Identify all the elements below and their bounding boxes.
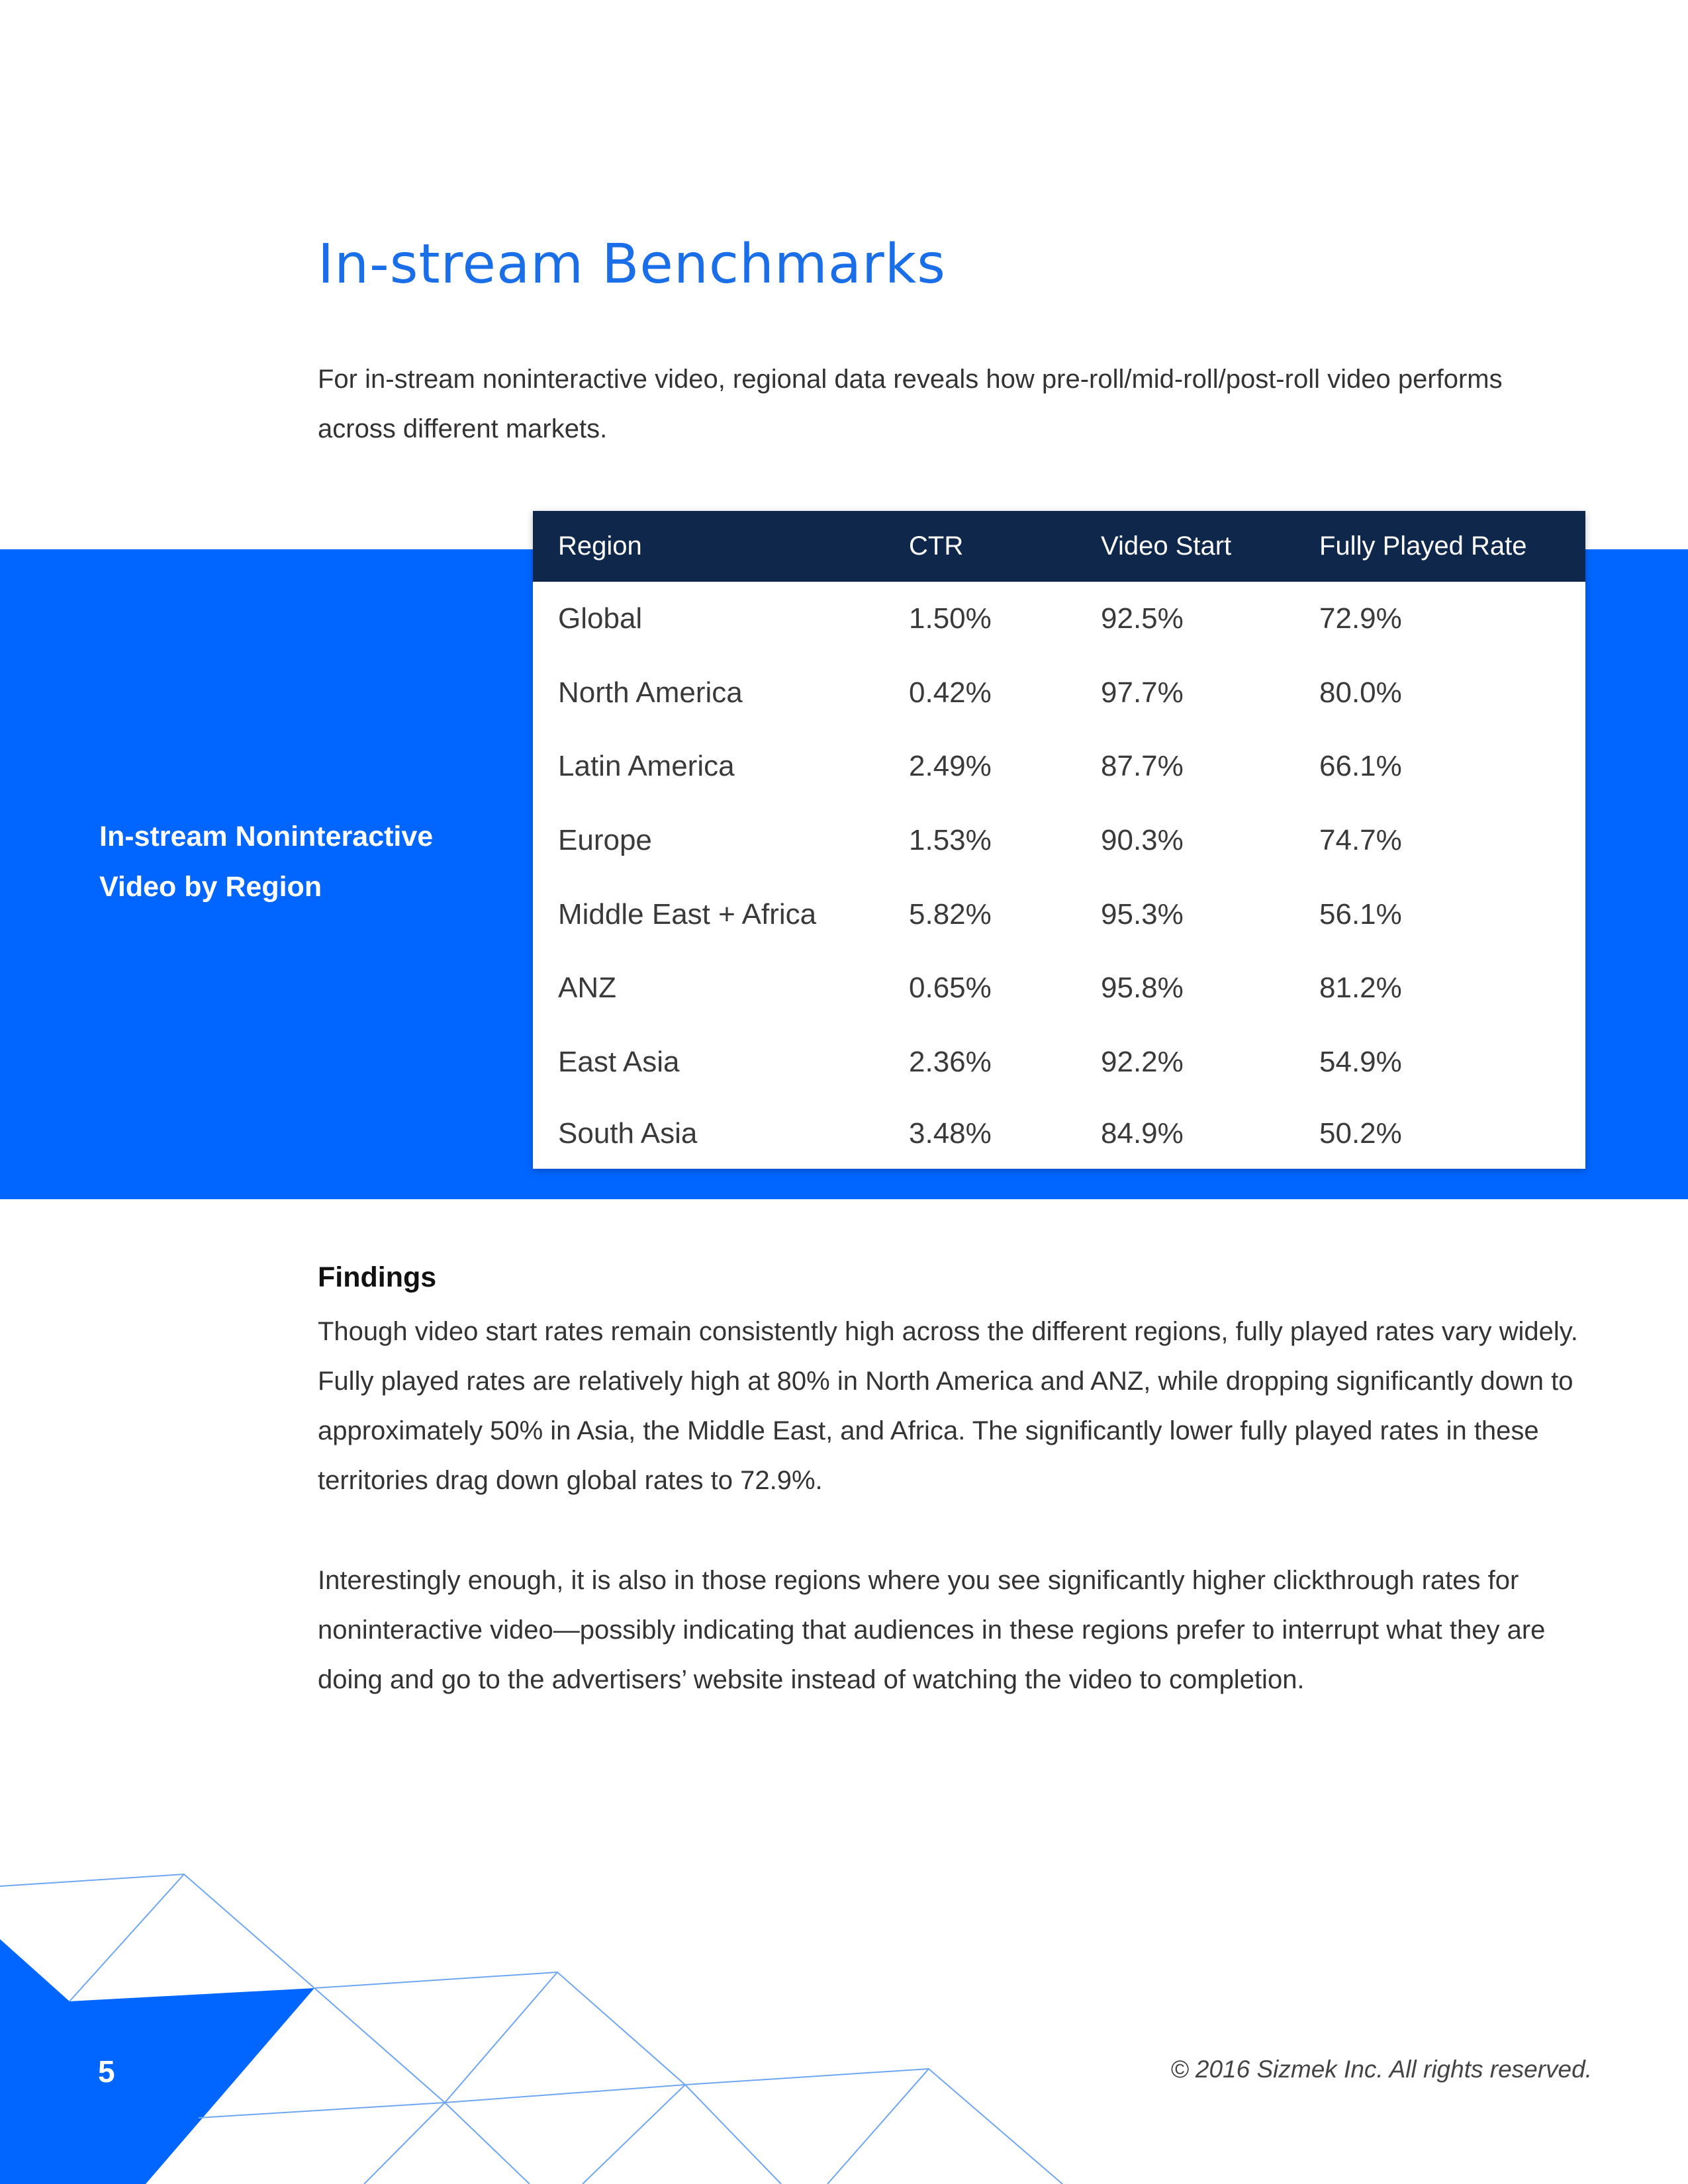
column-header-ctr: CTR [884, 511, 1076, 582]
region-cell: South Asia [558, 1117, 698, 1150]
fully-played-cell: 56.1% [1319, 897, 1402, 931]
ctr-cell: 0.65% [909, 972, 992, 1005]
fully-played-cell: 81.2% [1319, 972, 1402, 1005]
video-start-cell: 97.7% [1101, 676, 1184, 709]
ctr-cell: 5.82% [909, 897, 992, 931]
column-header-region: Region [533, 511, 884, 582]
table-row [533, 656, 1585, 730]
ctr-cell: 0.42% [909, 676, 992, 709]
region-cell: Global [558, 602, 643, 635]
video-start-cell: 95.3% [1101, 897, 1184, 931]
section-label: In-stream Noninteractive Video by Region [99, 821, 434, 903]
footer-triangle-pattern [0, 1840, 1688, 2184]
page-title: In-stream Benchmarks [318, 233, 946, 296]
table-row [533, 582, 1585, 656]
table-row [533, 1025, 1585, 1099]
video-start-cell: 92.5% [1101, 602, 1184, 635]
video-start-cell: 87.7% [1101, 750, 1184, 783]
findings-paragraph-2: Interestingly enough, it is also in those regions where you see significantly higher clickthrough rates for noninteractive video—possibly indicating that audiences in these regions prefer to interrupt what they are doing and go to the advertisers’ website instead of watching the video to completion. [318, 1566, 1546, 1694]
ctr-cell: 3.48% [909, 1117, 992, 1150]
benchmark-table-card [533, 511, 1585, 1169]
region-cell: ANZ [558, 972, 616, 1005]
region-cell: Latin America [558, 750, 735, 783]
column-header-fully-played-rate: Fully Played Rate [1294, 511, 1585, 582]
region-cell: Europe [558, 823, 652, 856]
ctr-cell: 2.49% [909, 750, 992, 783]
region-cell: Middle East + Africa [558, 897, 817, 931]
table-header-row [533, 511, 1585, 582]
column-header-video-start: Video Start [1076, 511, 1294, 582]
copyright-notice: © 2016 Sizmek Inc. All rights reserved. [1170, 2056, 1592, 2083]
fully-played-cell: 74.7% [1319, 823, 1402, 856]
findings-heading: Findings [318, 1261, 437, 1293]
video-start-cell: 95.8% [1101, 972, 1184, 1005]
fully-played-cell: 54.9% [1319, 1045, 1402, 1078]
video-start-cell: 92.2% [1101, 1045, 1184, 1078]
table-row [533, 729, 1585, 803]
page-number: 5 [98, 2054, 115, 2089]
video-start-cell: 90.3% [1101, 823, 1184, 856]
table-row [533, 803, 1585, 878]
fully-played-cell: 72.9% [1319, 602, 1402, 635]
fully-played-cell: 80.0% [1319, 676, 1402, 709]
region-cell: North America [558, 676, 743, 709]
video-start-cell: 84.9% [1101, 1117, 1184, 1150]
footer-blue-corner-shape [0, 1939, 314, 2184]
benchmark-table [533, 511, 1585, 1169]
intro-paragraph: For in-stream noninteractive video, regional data reveals how pre-roll/mid-roll/post-roll video performs across different markets. [318, 365, 1503, 443]
ctr-cell: 2.36% [909, 1045, 992, 1078]
fully-played-cell: 50.2% [1319, 1117, 1402, 1150]
fully-played-cell: 66.1% [1319, 750, 1402, 783]
region-cell: East Asia [558, 1045, 680, 1078]
table-row [533, 1099, 1585, 1169]
ctr-cell: 1.53% [909, 823, 992, 856]
ctr-cell: 1.50% [909, 602, 992, 635]
table-row [533, 878, 1585, 952]
table-row [533, 951, 1585, 1025]
findings-paragraph-1: Though video start rates remain consistently high across the different regions, fully played rates vary widely. Fully played rates are relatively high at 80% in North America and ANZ, while dropping significantly down to approximately 50% in Asia, the Middle East, and Africa. The significantly lower fully played rates in these territories drag down global rates to 72.9%. [318, 1317, 1578, 1495]
